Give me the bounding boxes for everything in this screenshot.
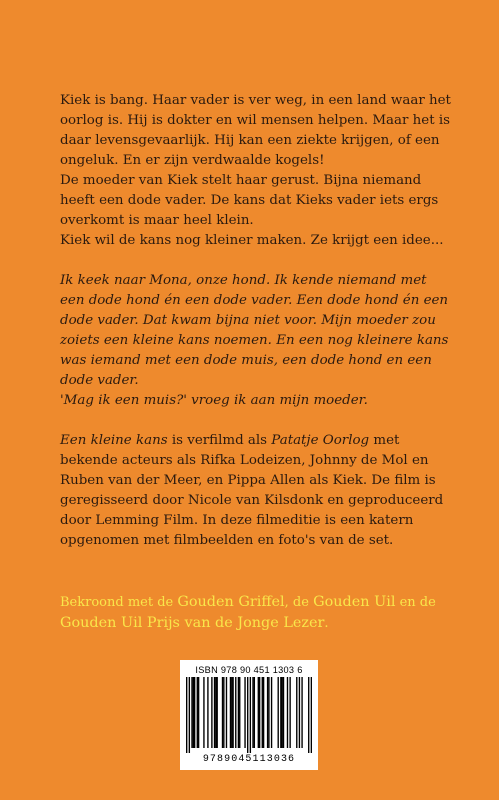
excerpt-paragraph-2: 'Mag ik een muis?' vroeg ik aan mijn moeder.: [60, 393, 368, 408]
barcode-bar: [214, 677, 215, 748]
barcode-bar: [299, 677, 300, 748]
barcode-bar: [239, 677, 240, 748]
barcode-bar: [238, 677, 239, 748]
barcode-bar: [296, 677, 297, 748]
excerpt-paragraph-1: Ik keek naar Mona, onze hond. Ik kende niemand met een dode hond én een dode vader. Een dode hond én een dode vader. Dat kwam bijna niet voor. Mijn moeder zou zoiets een kleine kans noemen. En een nog kleinere kans was iemand met een dode muis, een dode hond en een dode vader.: [60, 273, 449, 388]
film-text-2: met bekende acteurs als Rifka Lodeizen, Johnny de Mol en Ruben van der Meer, en Pippa Allen als Kiek. De film is geregisseerd door Nicole van Kilsdonk en geproduceerd door Lemming Film. In deze filmeditie is een katern opgenomen met filmbeelden en foto's van de set.: [60, 433, 444, 548]
barcode-bar: [203, 677, 204, 748]
award-prize-jonge-lezer: Gouden Uil Prijs van de Jonge Lezer: [60, 615, 325, 631]
paragraph-gap: [60, 411, 452, 431]
barcode-bar: [211, 677, 212, 748]
award-separator-1: , de: [284, 595, 314, 610]
barcode-bar: [281, 677, 282, 748]
barcode-bar: [186, 677, 187, 753]
barcode-bar: [215, 677, 216, 748]
blurb-text: [60, 91, 452, 551]
barcode-bar: [232, 677, 233, 748]
barcode-bar: [247, 677, 248, 753]
barcode-bar: [244, 677, 245, 748]
intro-paragraph-3: Kiek wil de kans nog kleiner maken. Ze krijgt een idee...: [60, 233, 444, 248]
barcode-bar: [223, 677, 224, 748]
barcode-bar: [301, 677, 302, 748]
barcode-bar: [250, 677, 251, 753]
barcode-bar: [191, 677, 192, 748]
barcode-bar: [278, 677, 279, 748]
barcode-bar: [280, 677, 281, 748]
barcode-bars: [186, 677, 312, 753]
barcode-bar: [207, 677, 208, 748]
isbn-label: ISBN 978 90 451 1303 6: [195, 665, 303, 675]
barcode-bar: [226, 677, 227, 748]
barcode-bar: [254, 677, 255, 748]
barcode-bar: [217, 677, 218, 748]
barcode-bar: [258, 677, 259, 748]
barcode-bar: [263, 677, 264, 748]
barcode-bar: [231, 677, 232, 748]
barcode-box: [180, 660, 318, 770]
barcode-bar: [198, 677, 199, 748]
barcode-bar: [267, 677, 268, 748]
intro-paragraph-1: Kiek is bang. Haar vader is ver weg, in een land waar het oorlog is. Hij is dokter en wil mensen helpen. Maar het is daar levensgevaarlijk. Hij kan een ziekte krijgen, of een ongeluk. En er zijn verdwaalde kogels!: [60, 93, 451, 168]
book-title: Een kleine kans: [60, 433, 168, 448]
film-text-1: is verfilmd als: [167, 433, 272, 448]
award-prize-gouden-griffel: Gouden Griffel: [177, 594, 285, 610]
award-prize-gouden-uil: Gouden Uil: [313, 594, 396, 610]
barcode-bar: [262, 677, 263, 748]
intro-paragraph-2: De moeder van Kiek stelt haar gerust. Bijna niemand heeft een dode vader. De kans dat Kieks vader iets ergs overkomt is maar heel klein.: [60, 173, 439, 228]
award-line: [60, 592, 460, 634]
award-suffix: .: [324, 616, 329, 631]
barcode-bar: [268, 677, 269, 748]
barcode-bar: [194, 677, 195, 748]
award-prefix: Bekroond met de: [60, 595, 178, 610]
barcode-bar: [308, 677, 309, 753]
barcode-bar: [252, 677, 253, 748]
barcode-bar: [230, 677, 231, 748]
barcode-bar: [222, 677, 223, 748]
barcode-bar: [189, 677, 190, 753]
award-separator-2: en de: [395, 595, 436, 610]
barcode-bar: [197, 677, 198, 748]
barcode-bar: [311, 677, 312, 753]
paragraph-gap: [60, 251, 452, 271]
barcode-bar: [271, 677, 272, 748]
barcode-digits: 9789045113036: [202, 754, 296, 765]
barcode-bar: [193, 677, 194, 748]
barcode-bar: [289, 677, 290, 748]
barcode-bar: [283, 677, 284, 748]
barcode-bar: [287, 677, 288, 748]
barcode-bar: [259, 677, 260, 748]
barcode-bar: [235, 677, 236, 748]
film-paragraph: [60, 431, 452, 551]
film-title: Patatje Oorlog: [271, 433, 370, 448]
